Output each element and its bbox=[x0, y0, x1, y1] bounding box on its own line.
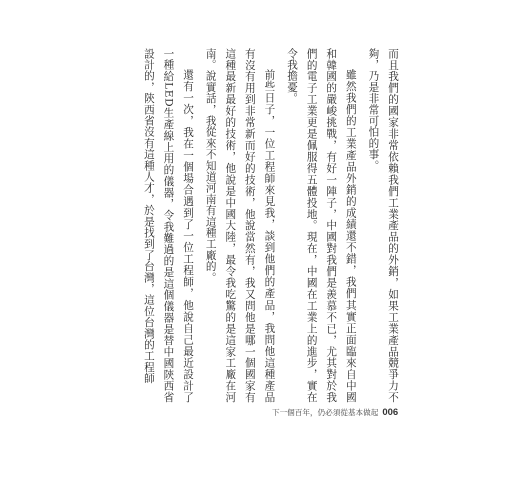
page-number: 006 bbox=[382, 407, 399, 418]
paragraph-4: 還有一次，我在一個場合遇到了一位工程師，他說自己最近設計了一種給LED生產線上用的儀器，令我難過的是這個儀器是替中國陝西省設計的，陝西省沒有這種人才，於是找到了台灣，這位台灣的工程師 bbox=[142, 48, 195, 403]
paragraph-3: 前些日子，一位工程師來見我，談到他們的產品，我問他這種產品有沒有用到非常新而好的技術，他說當然有，我又問他是哪一個國家有這種最新最好的技術，他說是中國大陸，最令我吃驚的是這家工廠在河南。說實話，我從來不知道河南有這種工廠的。 bbox=[204, 48, 276, 403]
paragraph-2: 雖然我們的工業產品外銷的成績還不錯，我們其實正面臨來自中國和韓國的嚴峻挑戰，有好一陣子，中國對我們是羨慕不已，尤其對於我們的電子工業更是佩服得五體投地。現在，中國在工業上的進步，實在令我擔憂。 bbox=[286, 48, 357, 403]
page-footer bbox=[272, 407, 412, 418]
vertical-text-body bbox=[138, 48, 402, 403]
paragraph-1: 而且我們的國家非常依賴我們工業產品的外銷，如果工業產品競爭力不夠，乃是非常可怕的事。 bbox=[367, 48, 399, 403]
running-title: 下一個百年，仍必須從基本做起 bbox=[272, 408, 379, 417]
